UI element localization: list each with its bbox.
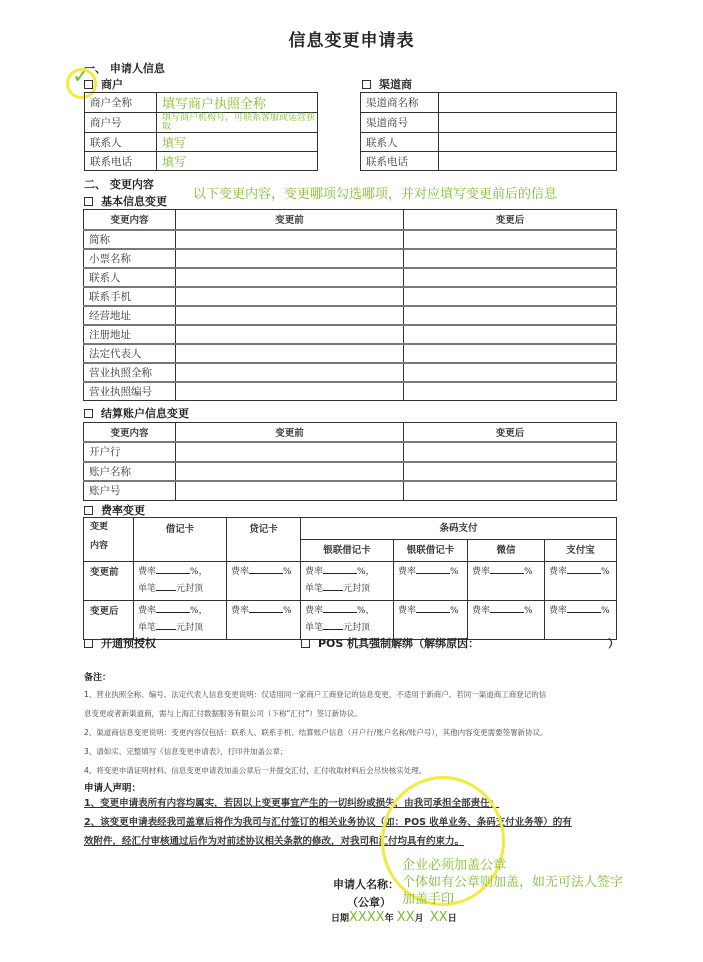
col-header: 变更前 <box>176 210 404 230</box>
declaration-list <box>84 794 634 851</box>
rate-item-header: 变更 内容 <box>84 518 134 562</box>
merchant-label: 商户号 <box>85 113 157 133</box>
row-label: 法定代表人 <box>84 344 176 363</box>
section-change-heading: 二、 变更内容 <box>84 178 154 191</box>
merchant-checkbox[interactable]: 商户 <box>84 76 123 92</box>
day-field[interactable]: XX <box>429 910 448 925</box>
month-field[interactable]: XX <box>396 910 415 925</box>
col-header: 变更内容 <box>84 423 176 442</box>
merchant-id-field[interactable]: 填写商户机构号，可联系客服或运营获取 <box>157 113 318 133</box>
credit-header: 贷记卡 <box>227 518 301 562</box>
page-title: 信息变更申请表 <box>288 31 415 51</box>
barcode-header: 条码支付 <box>301 518 617 540</box>
account-info-table <box>83 422 617 501</box>
note-item: 4、将变更申请证明材料、信息变更申请表加盖公章后一并提交汇付，汇付收取材料后会尽快核实处理。 <box>84 766 427 775</box>
debit-before-cell[interactable]: 费率 %， 单笔 元封顶 <box>134 562 227 601</box>
channel-label: 联系人 <box>361 133 439 152</box>
credit-after-cell[interactable]: 费率 % <box>227 601 301 640</box>
row-label: 联系手机 <box>84 287 176 306</box>
after-field[interactable] <box>404 268 617 287</box>
date-row: 日期XXXX年 XX月 XX日 <box>331 910 457 925</box>
merchant-label: 联系人 <box>85 133 157 152</box>
before-field[interactable] <box>176 363 404 382</box>
note-item: 1、营业执照全称、编号、法定代表人信息变更说明：仅适用同一家商户工商登记的信息变更，不适用于新商户。若同一渠道商工商登记的信 <box>84 690 547 699</box>
checkbox-icon <box>301 639 310 648</box>
debit-after-cell[interactable]: 费率 %， 单笔 元封顶 <box>134 601 227 640</box>
after-field[interactable] <box>404 325 617 344</box>
after-field[interactable] <box>404 344 617 363</box>
unionpay-debit-after-cell[interactable]: 费率 %， 单笔 元封顶 <box>301 601 394 640</box>
alipay-after-cell[interactable]: 费率 % <box>545 601 617 640</box>
barcode-col-header: 银联借记卡 <box>301 540 394 562</box>
credit-before-cell[interactable]: 费率 % <box>227 562 301 601</box>
col-header: 变更前 <box>176 423 404 442</box>
pos-unbind-close: ） <box>608 637 619 650</box>
before-field[interactable] <box>176 325 404 344</box>
col-header: 变更后 <box>404 210 617 230</box>
row-label: 注册地址 <box>84 325 176 344</box>
before-field[interactable] <box>176 268 404 287</box>
channel-contact-field[interactable] <box>439 133 617 152</box>
channel-id-field[interactable] <box>439 113 617 133</box>
after-field[interactable] <box>404 363 617 382</box>
checkbox-icon <box>84 197 93 206</box>
row-label: 营业执照全称 <box>84 363 176 382</box>
declaration-item: 1、变更申请表所有内容均属实，若因以上变更事宜产生的一切纠纷或损失，由我司承担全部责任； <box>84 798 500 809</box>
note-item: 2、渠道商信息变更说明：变更内容仅包括：联系人、联系手机、结算账户信息（开户行/账户名称/账户号），其他内容变更需要签署新协议。 <box>84 728 548 737</box>
row-label: 简称 <box>84 230 176 249</box>
notes-heading: 备注： <box>84 673 112 683</box>
merchant-fullname-field[interactable]: 填写商户执照全称 <box>157 93 318 113</box>
basic-info-checkbox[interactable]: 基本信息变更 <box>84 193 167 209</box>
checkbox-icon <box>84 639 93 648</box>
wechat-before-cell[interactable]: 费率 % <box>468 562 545 601</box>
after-field[interactable] <box>404 481 617 501</box>
merchant-label: 商户全称 <box>85 93 157 113</box>
channel-phone-field[interactable] <box>439 152 617 171</box>
seal-annotation: 企业必须加盖公章 个体如有公章则加盖，如无可法人签字 加盖手印 <box>402 858 624 907</box>
barcode-col-header: 银联借记卡 <box>394 540 468 562</box>
rate-change-table <box>83 517 617 640</box>
before-field[interactable] <box>176 230 404 249</box>
year-field[interactable]: XXXX <box>349 910 385 925</box>
seal-label: （公章） <box>347 896 391 909</box>
row-label: 联系人 <box>84 268 176 287</box>
merchant-label: 联系电话 <box>85 152 157 171</box>
declaration-heading: 申请人声明： <box>84 783 142 794</box>
after-field[interactable] <box>404 382 617 401</box>
unionpay-debit2-before-cell[interactable]: 费率 % <box>394 562 468 601</box>
checkbox-icon <box>362 80 371 89</box>
declaration-item: 2、该变更申请表经我司盖章后将作为我司与汇付签订的相关业务协议（如：POS 收单业务、条码支付业务等）的有 <box>84 817 572 828</box>
before-field[interactable] <box>176 382 404 401</box>
after-field[interactable] <box>404 230 617 249</box>
row-label: 经营地址 <box>84 306 176 325</box>
channel-label: 联系电话 <box>361 152 439 171</box>
row-before-label: 变更前 <box>84 562 134 601</box>
row-label: 小票名称 <box>84 249 176 268</box>
unionpay-debit-before-cell[interactable]: 费率 %， 单笔 元封顶 <box>301 562 394 601</box>
row-after-label: 变更后 <box>84 601 134 640</box>
before-field[interactable] <box>176 481 404 501</box>
before-field[interactable] <box>176 462 404 481</box>
preauth-checkbox[interactable]: 开通预授权 <box>84 635 156 651</box>
before-field[interactable] <box>176 249 404 268</box>
account-info-checkbox[interactable]: 结算账户信息变更 <box>84 405 189 421</box>
channel-label: 渠道商号 <box>361 113 439 133</box>
after-field[interactable] <box>404 306 617 325</box>
channel-checkbox[interactable]: 渠道商 <box>362 76 412 92</box>
instruction-annotation: 以下变更内容，变更哪项勾选哪项，并对应填写变更前后的信息 <box>193 187 558 202</box>
after-field[interactable] <box>404 249 617 268</box>
channel-info-table <box>360 92 617 171</box>
after-field[interactable] <box>404 287 617 306</box>
channel-name-field[interactable] <box>439 93 617 113</box>
after-field[interactable] <box>404 462 617 481</box>
barcode-col-header: 微信 <box>468 540 545 562</box>
section-applicant-heading: 一、 申请人信息 <box>84 62 165 75</box>
checkbox-icon <box>84 409 93 418</box>
declaration-item: 效附件，经汇付审核通过后作为对前述协议相关条款的修改，对我司和汇付均具有约束力。 <box>84 836 465 847</box>
row-label: 营业执照编号 <box>84 382 176 401</box>
row-label: 账户号 <box>84 481 176 501</box>
alipay-before-cell[interactable]: 费率 % <box>545 562 617 601</box>
before-field[interactable] <box>176 287 404 306</box>
merchant-phone-field[interactable]: 填写 <box>157 152 318 171</box>
barcode-col-header: 支付宝 <box>545 540 617 562</box>
col-header: 变更后 <box>404 423 617 442</box>
before-field[interactable] <box>176 442 404 462</box>
row-label: 开户行 <box>84 442 176 462</box>
wechat-after-cell[interactable]: 费率 % <box>468 601 545 640</box>
row-label: 账户名称 <box>84 462 176 481</box>
basic-info-table <box>83 209 617 401</box>
merchant-info-table <box>84 92 318 171</box>
after-field[interactable] <box>404 442 617 462</box>
channel-label: 渠道商名称 <box>361 93 439 113</box>
checkbox-icon <box>84 506 93 515</box>
unionpay-debit2-after-cell[interactable]: 费率 % <box>394 601 468 640</box>
notes-list <box>84 685 624 780</box>
rate-change-checkbox[interactable]: 费率变更 <box>84 502 145 518</box>
merchant-contact-field[interactable]: 填写 <box>157 133 318 152</box>
note-item: 息变更或者新渠道商，需与上海汇付数据服务有限公司（下称“汇付”）签订新协议。 <box>84 709 362 718</box>
pos-unbind-checkbox[interactable]: POS 机具强制解绑（解绑原因： <box>301 635 479 651</box>
note-item: 3、请如实、完整填写《信息变更申请表》，打印并加盖公章； <box>84 747 288 756</box>
applicant-name-label: 申请人名称： <box>333 878 399 891</box>
col-header: 变更内容 <box>84 210 176 230</box>
checkmark-icon: ✓ <box>72 64 91 89</box>
before-field[interactable] <box>176 344 404 363</box>
debit-header: 借记卡 <box>134 518 227 562</box>
before-field[interactable] <box>176 306 404 325</box>
